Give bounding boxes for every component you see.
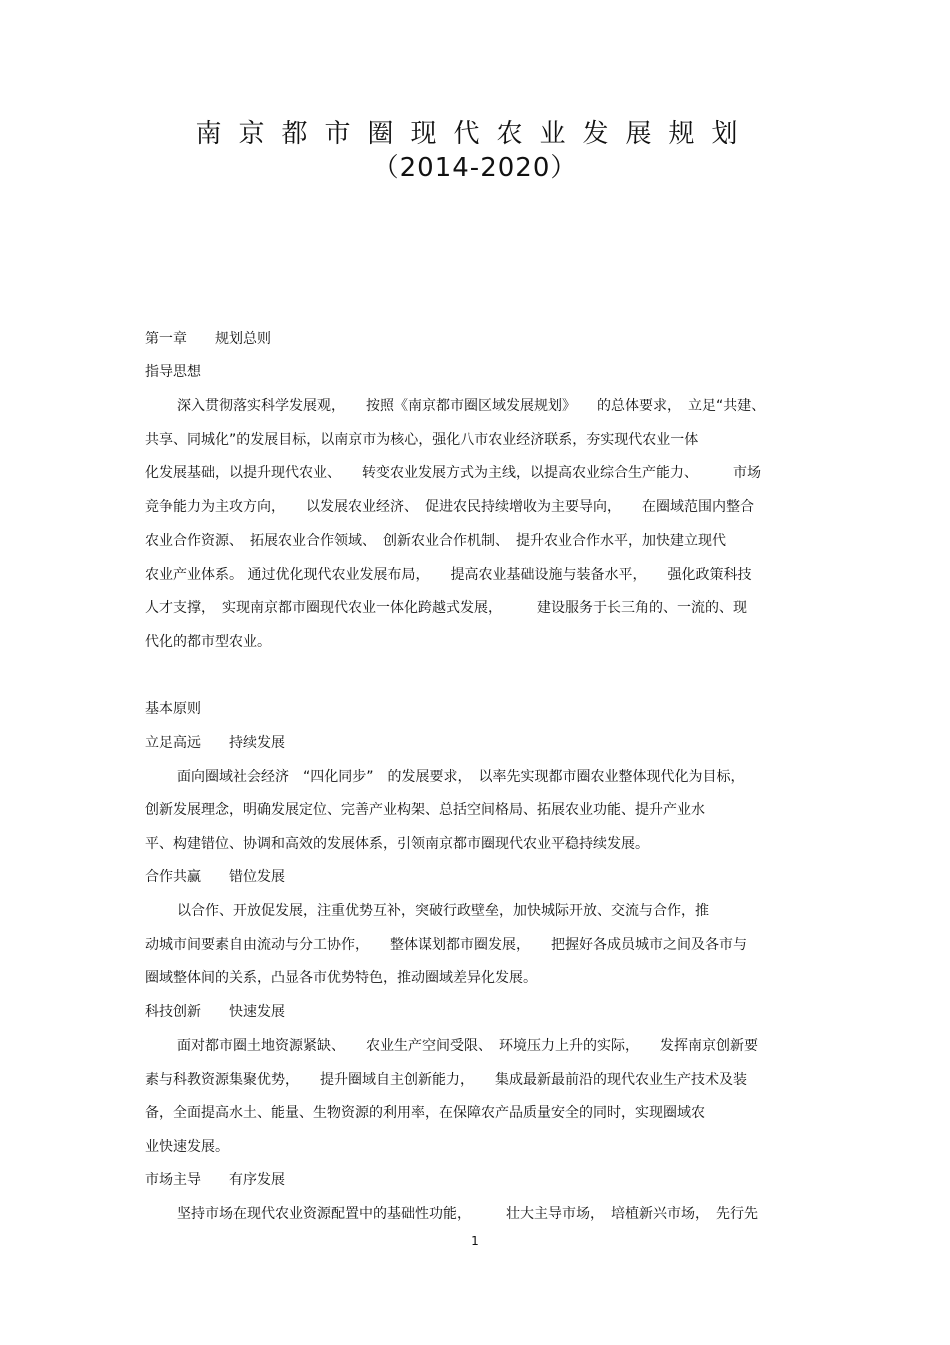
paragraph-line: 业快速发展。 — [145, 1139, 229, 1155]
paragraph-line: 素与科教资源集聚优势， 提升圈域自主创新能力， 集成最新最前沿的现代农业生产技术及装 — [145, 1072, 747, 1088]
paragraph-line: 创新发展理念，明确发展定位、完善产业构架、总括空间格局、拓展农业功能、提升产业水 — [145, 802, 705, 818]
section-heading: 指导思想 — [145, 364, 201, 380]
paragraph-line: 圈域整体间的关系，凸显各市优势特色，推动圈域差异化发展。 — [145, 970, 537, 986]
page-number: 1 — [471, 1234, 479, 1248]
subsection-heading: 合作共赢 错位发展 — [145, 869, 285, 885]
document-title: 南京都市圈现代农业发展规划 — [195, 119, 755, 149]
paragraph-line: 人才支撑， 实现南京都市圈现代农业一体化跨越式发展， 建设服务于长三角的、一流的、现 — [145, 600, 747, 616]
paragraph-line: 面对都市圈土地资源紧缺、 农业生产空间受限、 环境压力上升的实际， 发挥南京创新要 — [177, 1038, 758, 1054]
paragraph-line: 农业合作资源、 拓展农业合作领域、 创新农业合作机制、 提升农业合作水平，加快建立现代 — [145, 533, 726, 549]
paragraph-line: 平、构建错位、协调和高效的发展体系，引领南京都市圈现代农业平稳持续发展。 — [145, 836, 649, 852]
paragraph-line: 深入贯彻落实科学发展观， 按照《南京都市圈区域发展规划》 的总体要求， 立足“共建、 — [177, 398, 766, 414]
paragraph-line: 农业产业体系。 通过优化现代农业发展布局， 提高农业基础设施与装备水平， 强化政策科技 — [145, 567, 752, 583]
subsection-heading: 科技创新 快速发展 — [145, 1004, 285, 1020]
paragraph-line: 备，全面提高水土、能量、生物资源的利用率，在保障农产品质量安全的同时，实现圈域农 — [145, 1105, 705, 1121]
subsection-heading: 市场主导 有序发展 — [145, 1172, 285, 1188]
paragraph-line: 动城市间要素自由流动与分工协作， 整体谋划都市圈发展， 把握好各成员城市之间及各市与 — [145, 937, 747, 953]
paragraph-line: 共享、同城化”的发展目标，以南京市为核心，强化八市农业经济联系，夯实现代农业一体 — [145, 432, 699, 448]
paragraph-line: 以合作、开放促发展，注重优势互补，突破行政壁垒，加快城际开放、交流与合作，推 — [177, 903, 709, 919]
section-heading: 基本原则 — [145, 701, 201, 717]
paragraph-line: 代化的都市型农业。 — [145, 634, 271, 650]
document-subtitle: （2014-2020） — [372, 153, 578, 183]
paragraph-line: 坚持市场在现代农业资源配置中的基础性功能， 壮大主导市场， 培植新兴市场， 先行先 — [177, 1206, 758, 1222]
chapter-heading: 第一章 规划总则 — [145, 331, 271, 347]
subsection-heading: 立足高远 持续发展 — [145, 735, 285, 751]
paragraph-line: 面向圈域社会经济 “四化同步” 的发展要求， 以率先实现都市圈农业整体现代化为目标， — [177, 769, 745, 785]
paragraph-line: 化发展基础，以提升现代农业、 转变农业发展方式为主线，以提高农业综合生产能力、 市场 — [145, 465, 761, 481]
paragraph-line: 竞争能力为主攻方向， 以发展农业经济、 促进农民持续增收为主要导向， 在圈域范围内整合 — [145, 499, 754, 515]
